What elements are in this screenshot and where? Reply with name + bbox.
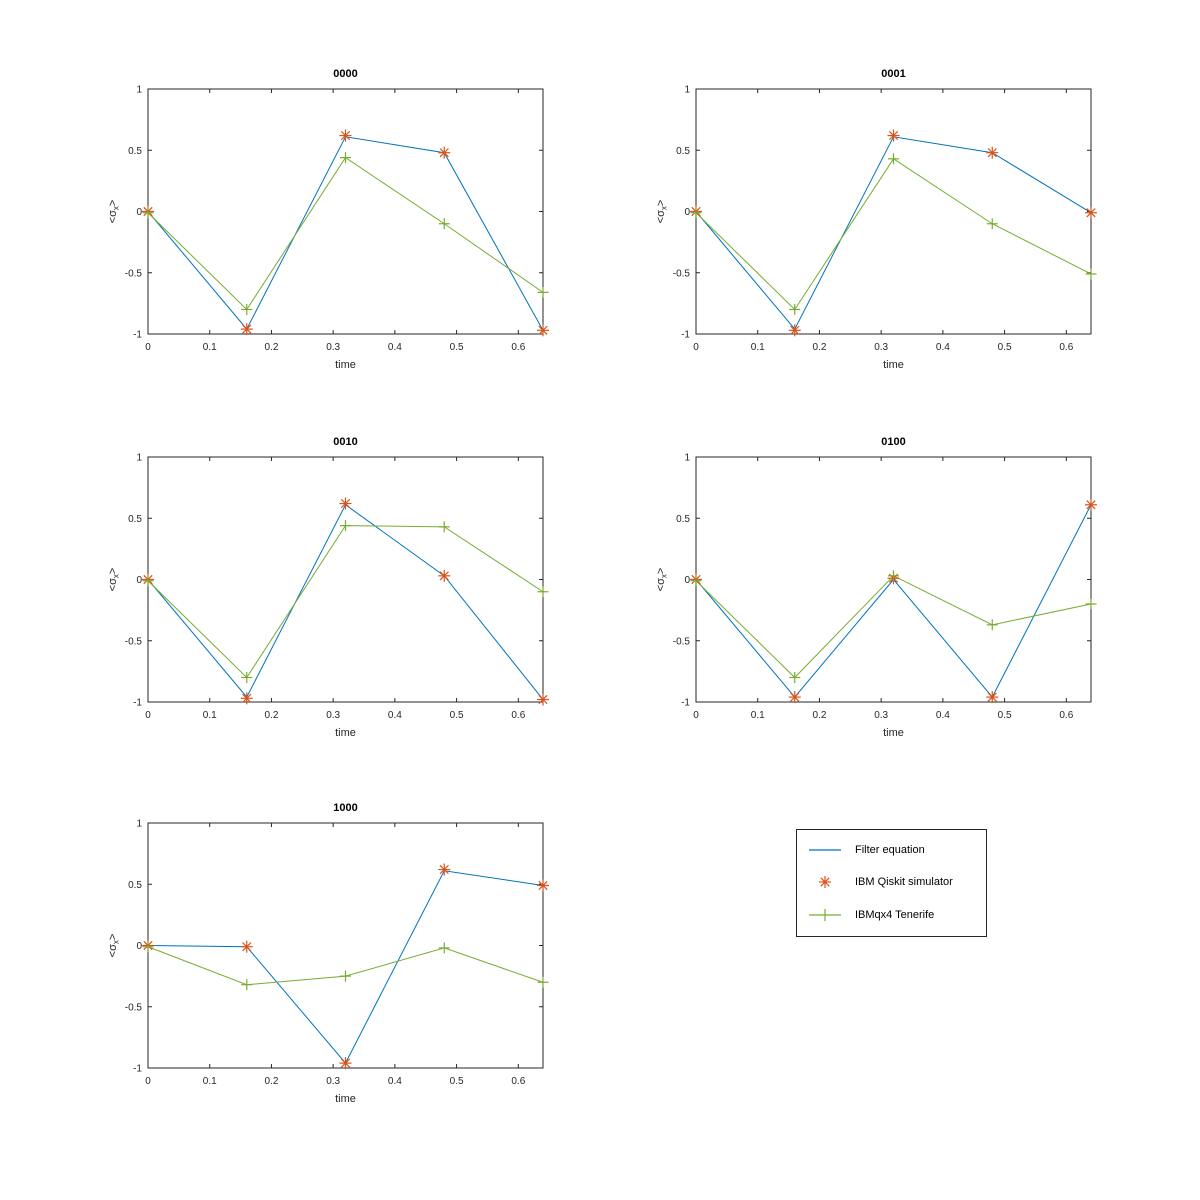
x-tick-label: 0.6 [1059, 710, 1074, 721]
chart-title: 1000 [333, 802, 358, 814]
legend-label-qiskit-simulator: IBM Qiskit simulator [855, 875, 953, 888]
y-tick-label: 0 [684, 207, 690, 218]
chart-title: 0001 [881, 68, 906, 80]
y-axis-label: $<\sigma_x>$ [107, 567, 121, 592]
x-tick-label: 0.3 [326, 342, 341, 353]
axis-ticks [148, 823, 543, 1068]
x-axis-label: time [335, 727, 356, 739]
x-tick-label: 0.4 [387, 342, 402, 353]
y-axis-label: $<\sigma_x>$ [655, 199, 669, 224]
x-tick-label: 0 [145, 342, 151, 353]
legend-item-qiskit-simulator [797, 873, 986, 891]
x-tick-label: 0.5 [449, 342, 464, 353]
series-markers-qiskit [690, 499, 1097, 703]
series-line-filter_equation [696, 137, 1091, 329]
series-markers-tenerife [143, 941, 549, 990]
x-tick-label: 0.6 [511, 1076, 526, 1087]
y-tick-label: -1 [133, 1063, 142, 1075]
series-markers-qiskit [142, 864, 549, 1070]
x-tick-label: 0.4 [387, 710, 402, 721]
x-tick-label: 0.6 [1059, 342, 1074, 353]
series-line-tenerife [696, 159, 1091, 310]
chart-title: 0010 [333, 436, 358, 448]
chart-svg-0010 [100, 423, 560, 743]
subplot-0010 [100, 423, 560, 743]
y-tick-label: 0.5 [676, 145, 690, 157]
x-tick-label: 0.5 [997, 710, 1012, 721]
x-tick-label: 0.1 [202, 342, 217, 353]
x-tick-label: 0.4 [387, 1076, 402, 1087]
y-tick-label: -1 [133, 329, 142, 341]
y-tick-label: 0.5 [128, 513, 142, 525]
legend-asterisk-sample-qiskit [803, 873, 847, 891]
x-tick-label: 0.5 [449, 1076, 464, 1087]
x-tick-label: 0.3 [326, 1076, 341, 1087]
tick-labels [673, 85, 1074, 354]
series-markers-tenerife [143, 520, 549, 683]
legend-line-sample-filter-equation [803, 842, 847, 858]
x-axis-label: time [335, 1093, 356, 1105]
chart-title: 0100 [881, 436, 906, 448]
y-tick-label: 0.5 [128, 145, 142, 157]
x-axis-label: time [883, 359, 904, 371]
x-tick-label: 0.2 [264, 1076, 279, 1087]
y-tick-label: -0.5 [124, 636, 142, 648]
x-tick-label: 0.3 [326, 710, 341, 721]
y-tick-label: 0.5 [676, 513, 690, 525]
legend-label-tenerife: IBMqx4 Tenerife [855, 909, 935, 922]
series-markers-tenerife [143, 152, 549, 315]
tick-labels [673, 453, 1074, 722]
y-tick-label: -0.5 [672, 636, 690, 648]
x-tick-label: 0 [693, 710, 699, 721]
subplot-0000 [100, 55, 560, 375]
y-tick-label: 1 [684, 452, 690, 464]
x-tick-label: 0.1 [202, 1076, 217, 1087]
plot-box [148, 89, 543, 334]
y-tick-label: 1 [136, 452, 142, 464]
subplot-0100 [648, 423, 1108, 743]
x-tick-label: 0 [145, 710, 151, 721]
subplot-0001 [648, 55, 1108, 375]
y-tick-label: -1 [681, 697, 690, 709]
x-tick-label: 0.6 [511, 342, 526, 353]
x-tick-label: 0.5 [997, 342, 1012, 353]
x-tick-label: 0.6 [511, 710, 526, 721]
y-tick-label: -0.5 [672, 268, 690, 280]
y-tick-label: 0.5 [128, 879, 142, 891]
y-tick-label: 0 [136, 575, 142, 586]
y-tick-label: 1 [136, 818, 142, 830]
y-tick-label: 0 [136, 207, 142, 218]
x-tick-label: 0.3 [874, 342, 889, 353]
x-axis-label: time [883, 727, 904, 739]
y-axis-label: $<\sigma_x>$ [655, 567, 669, 592]
x-tick-label: 0.2 [812, 710, 827, 721]
y-axis-label: $<\sigma_x>$ [107, 933, 121, 958]
y-tick-label: 1 [136, 84, 142, 96]
legend-line-plus-sample-tenerife [803, 906, 847, 924]
series-line-filter_equation [696, 505, 1091, 697]
legend-item-filter-equation [797, 842, 986, 858]
plot-box [696, 89, 1091, 334]
legend [796, 829, 987, 937]
x-tick-label: 0.1 [750, 710, 765, 721]
chart-title: 0000 [333, 68, 358, 80]
x-tick-label: 0.5 [449, 710, 464, 721]
x-tick-label: 0.4 [935, 342, 950, 353]
tick-labels [125, 453, 526, 722]
axis-ticks [148, 457, 543, 702]
axis-ticks [148, 89, 543, 334]
x-axis-label: time [335, 359, 356, 371]
plus-line-glyph [809, 909, 841, 921]
series-markers-tenerife [691, 570, 1097, 683]
legend-item-tenerife [797, 906, 986, 924]
tick-labels [125, 85, 526, 354]
y-tick-label: 0 [136, 941, 142, 952]
chart-svg-0001 [648, 55, 1108, 375]
subplot-1000 [100, 789, 560, 1109]
chart-svg-0000 [100, 55, 560, 375]
plot-box [148, 457, 543, 702]
x-tick-label: 0.2 [812, 342, 827, 353]
series-line-filter_equation [148, 871, 543, 1063]
series-line-tenerife [148, 158, 543, 310]
x-tick-label: 0 [145, 1076, 151, 1087]
legend-label-filter-equation: Filter equation [855, 843, 925, 856]
y-tick-label: 0 [684, 575, 690, 586]
y-tick-label: -1 [681, 329, 690, 341]
asterisk-icon [819, 876, 831, 888]
x-tick-label: 0.2 [264, 342, 279, 353]
chart-svg-1000 [100, 789, 560, 1109]
series-line-filter_equation [148, 505, 543, 700]
chart-svg-0100 [648, 423, 1108, 743]
plot-box [148, 823, 543, 1068]
series-line-tenerife [696, 576, 1091, 678]
tick-labels [125, 819, 526, 1088]
y-tick-label: -1 [133, 697, 142, 709]
y-tick-label: -0.5 [124, 268, 142, 280]
x-tick-label: 0.1 [202, 710, 217, 721]
x-tick-label: 0.4 [935, 710, 950, 721]
x-tick-label: 0.3 [874, 710, 889, 721]
y-axis-label: $<\sigma_x>$ [107, 199, 121, 224]
series-markers-tenerife [691, 153, 1097, 315]
series-line-tenerife [148, 526, 543, 678]
series-line-filter_equation [148, 137, 543, 331]
y-tick-label: 1 [684, 84, 690, 96]
y-tick-label: -0.5 [124, 1002, 142, 1014]
x-tick-label: 0.1 [750, 342, 765, 353]
x-tick-label: 0 [693, 342, 699, 353]
x-tick-label: 0.2 [264, 710, 279, 721]
axis-ticks [696, 89, 1091, 334]
